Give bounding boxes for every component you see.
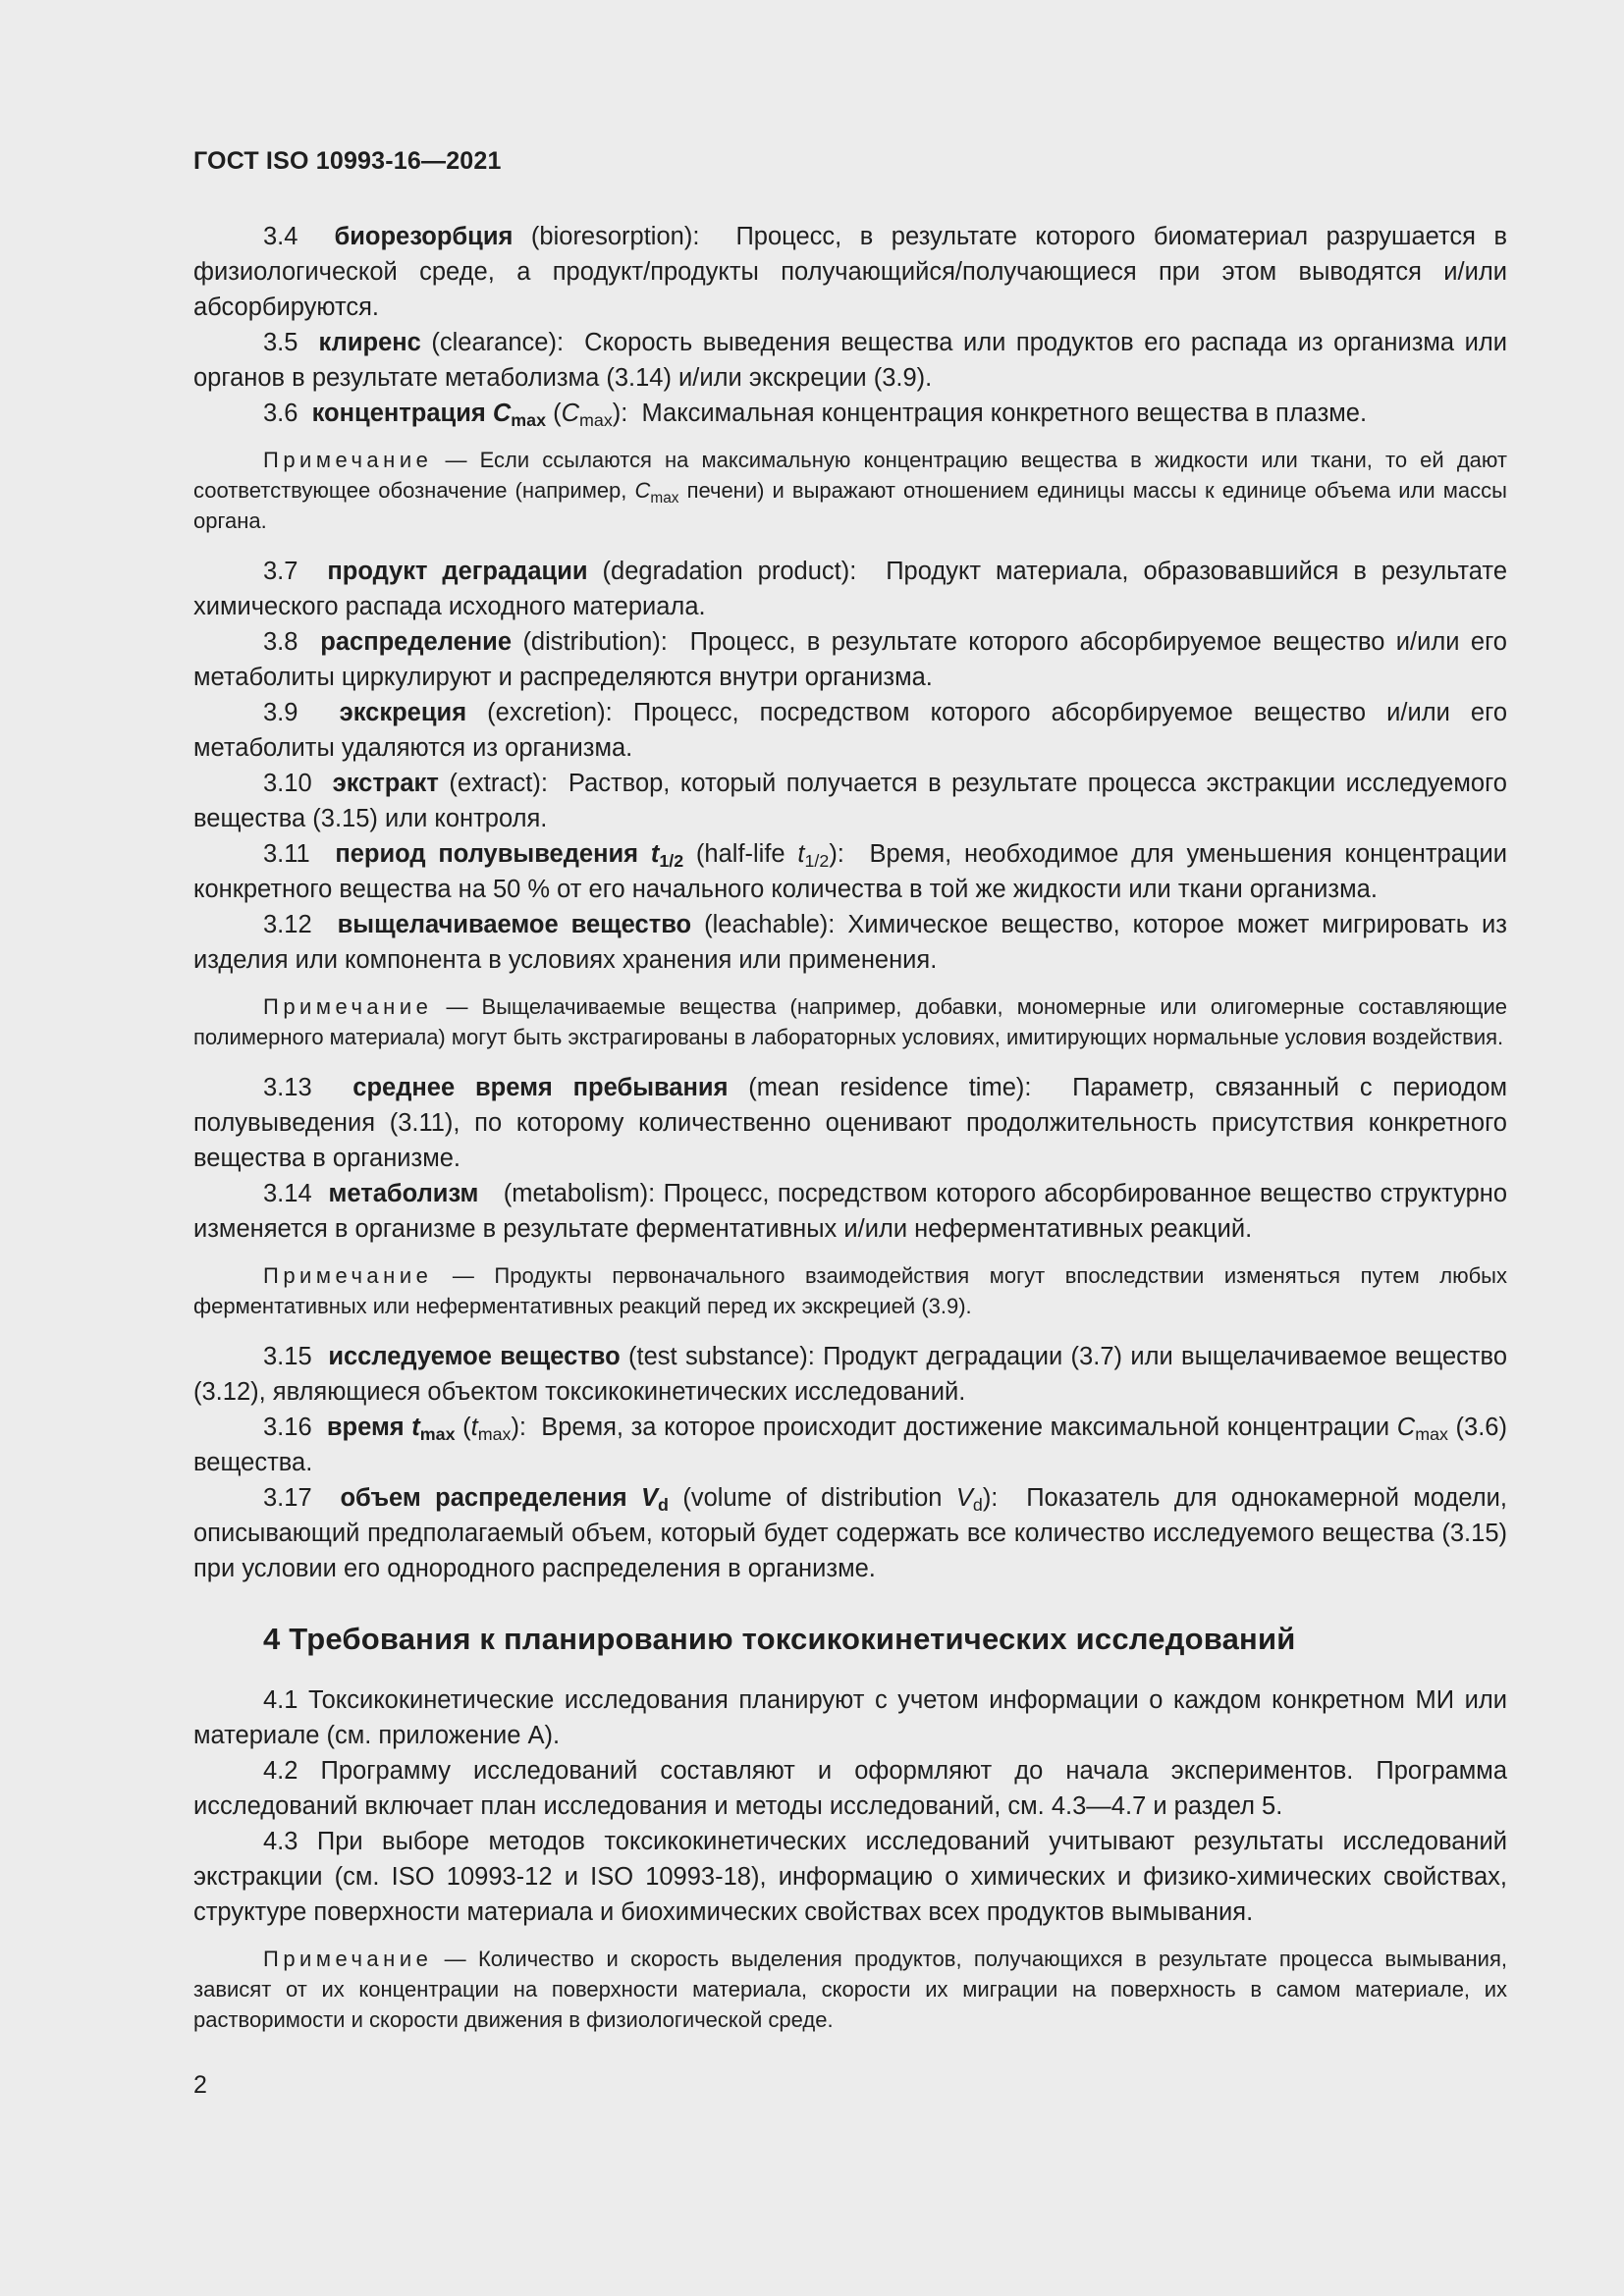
term-entry-3-8: 3.8 распределение (distribution): Процесс, в результате которого абсорбируемое вещество и/или его метаболиты циркулируют и распределяются внутри организма.: [193, 628, 1507, 691]
term-entry-3-12: 3.12 выщелачиваемое вещество (leachable): Химическое вещество, которое может мигрировать из изделия или компонента в условиях хранения или применения.: [193, 911, 1507, 974]
note-label: Примечание: [263, 1947, 433, 1971]
term-name: метаболизм: [328, 1180, 479, 1207]
term-entry-3-4: 3.4 биорезорбция (bioresorption): Процесс, в результате которого биоматериал разрушается в физиологической среде, а продукт/продукты получающийся/получающиеся при этом выводятся и/или абсорбируются.: [193, 223, 1508, 321]
note-label: Примечание: [263, 448, 433, 472]
term-entry-3-14: 3.14 метаболизм (metabolism): Процесс, посредством которого абсорбированное вещество структурно изменяется в организме в результате ферментативных и/или неферментативных реакций.: [193, 1180, 1508, 1243]
term-entry-3-7: 3.7 продукт деградации (degradation product): Продукт материала, образовавшийся в результате химического распада исходного материала.: [193, 558, 1507, 620]
term-entry-3-5: 3.5 клиренс (clearance): Скорость выведения вещества или продуктов его распада из организма или органов в результате метаболизма (3.14) и/или экскреции (3.9).: [193, 329, 1508, 392]
term-entry-3-15: 3.15 исследуемое вещество (test substance): Продукт деградации (3.7) или выщелачиваемое вещество (3.12), являющиеся объектом токсикокинетических исследований.: [193, 1343, 1507, 1406]
term-name: время $t_{max}$: [326, 1414, 456, 1444]
page-number: 2: [193, 2071, 207, 2099]
term-entry-3-11: 3.11 период полувыведения $t_{1/2}$ (half-life $t_{1/2}$): Время, необходимое для уменьшения концентрации конкретного вещества на 50 % от его начального количества в той же жидкости или ткани организма.: [193, 840, 1507, 903]
term-entry-3-6: 3.6 концентрация $C_{max}$ $(C_{max})$: Максимальная концентрация конкретного вещества в плазме.: [263, 400, 1368, 430]
note-3-14: Примечание — Продукты первоначального взаимодействия могут впоследствии изменяться путем любых ферментативных или неферментативных реакций перед их экскрецией (3.9).: [193, 1263, 1507, 1318]
term-name: среднее время пребывания: [352, 1074, 729, 1101]
note-label: Примечание: [263, 1263, 433, 1288]
term-name: распределение: [320, 628, 513, 656]
note-3-12: Примечание — Выщелачиваемые вещества (например, добавки, мономерные или олигомерные составляющие полимерного материала) могут быть экстрагированы в лабораторных условиях, имитирующих нормальные условия воздействия.: [193, 994, 1507, 1049]
term-name: биорезорбция: [334, 223, 514, 250]
term-entry-3-13: 3.13 среднее время пребывания (mean residence time): Параметр, связанный с периодом полувыведения (3.11), по которому количественно оценивают продолжительность присутствия конкретного вещества в организме.: [193, 1074, 1508, 1172]
note-3-6: Примечание — Если ссылаются на максимальную концентрацию вещества в жидкости или ткани, то ей дают соответствующее обозначение (например, $C_{max}$ печени) и выражают отношением единицы массы к единице объема или массы органа.: [193, 448, 1507, 533]
term-name: выщелачиваемое вещество: [337, 911, 692, 938]
note-4-3: Примечание — Количество и скорость выделения продуктов, получающихся в результате процесса вымывания, зависят от их концентрации на поверхности материала, скорости их миграции на поверхность в самом материале, их растворимости и скорости движения в физиологической среде.: [193, 1947, 1507, 2032]
term-name: экстракт: [332, 770, 439, 797]
paragraph-4-3: 4.3 При выборе методов токсикокинетических исследований учитывают результаты исследований экстракции (см. ISO 10993-12 и ISO 10993-18), информацию о химических и физико-химических свойствах, структуре поверхности материала и биохимических свойствах всех продуктов вымывания.: [193, 1828, 1507, 1926]
term-name: продукт деградации: [327, 558, 588, 585]
term-name: клиренс: [318, 329, 421, 356]
paragraph-4-1: 4.1 Токсикокинетические исследования планируют с учетом информации о каждом конкретном МИ или материале (см. приложение А).: [193, 1686, 1507, 1749]
term-entry-3-17: 3.17 объем распределения $V_d$ (volume of distribution $V_d$): Показатель для однокамерной модели, описывающий предполагаемый объем, который будет содержать все количество исследуемого вещества (3.15) при условии его однородного распределения в организме.: [193, 1484, 1507, 1582]
document-header: ГОСТ ISO 10993-16—2021: [193, 147, 502, 175]
term-entry-3-9: 3.9 экскреция (excretion): Процесс, посредством которого абсорбируемое вещество и/или его метаболиты удаляются из организма.: [193, 699, 1508, 762]
term-entry-3-16: 3.16 время $t_{max}$ $(t_{max})$: Время, за которое происходит достижение максимальной концентрации $C_{max}$ (3.6) вещества.: [193, 1414, 1507, 1476]
document-page: [193, 147, 1507, 2053]
term-name: исследуемое вещество: [328, 1343, 621, 1370]
term-name: объем распределения $V_d$: [340, 1484, 669, 1515]
term-entry-3-10: 3.10 экстракт (extract): Раствор, который получается в результате процесса экстракции исследуемого вещества (3.15) или контроля.: [193, 770, 1507, 832]
term-name: концентрация $C_{max}$: [311, 400, 547, 430]
term-name: экскреция: [339, 699, 467, 726]
note-label: Примечание: [263, 994, 433, 1019]
paragraph-4-2: 4.2 Программу исследований составляют и оформляют до начала экспериментов. Программа исследований включает план исследования и методы исследований, см. 4.3—4.7 и раздел 5.: [193, 1757, 1507, 1820]
term-name: период полувыведения $t_{1/2}$: [335, 840, 684, 871]
section-4-title: 4 Требования к планированию токсикокинетических исследований: [263, 1622, 1296, 1656]
